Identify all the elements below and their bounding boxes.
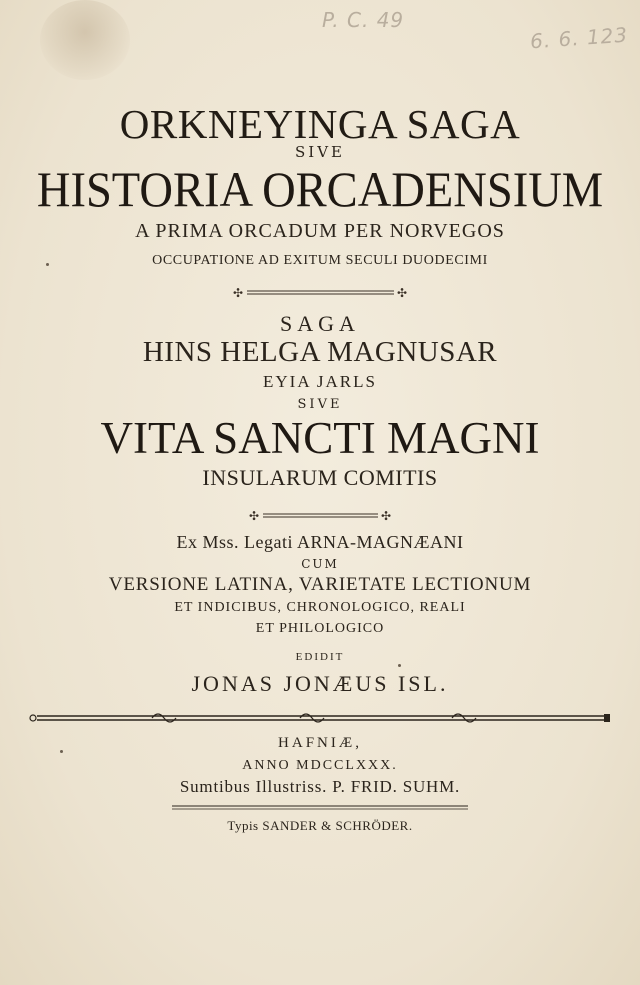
second-work-line-2: HINS HELGA MAGNUSAR (142, 336, 498, 368)
title-line-5: OCCUPATIONE AD EXITUM SECULI DUODECIMI (152, 253, 488, 268)
second-work-line-4: SIVE (297, 397, 343, 412)
imprint-printer: Typis SANDER & SCHRÖDER. (227, 818, 413, 833)
ink-speck (60, 750, 63, 753)
title-line-2: SIVE (295, 143, 345, 161)
edition-line-5: ET PHILOLOGICO (255, 621, 385, 636)
imprint-publisher: Sumtibus Illustriss. P. FRID. SUHM. (179, 777, 461, 796)
ornamental-rule-1 (0, 285, 640, 301)
second-work-line-1: SAGA (280, 311, 360, 336)
edition-line-3: VERSIONE LATINA, VARIETATE LECTIONUM (108, 574, 532, 595)
imprint-year: ANNO MDCCLXXX. (242, 758, 398, 773)
svg-text:✣: ✣ (380, 509, 392, 523)
imprint-place: HAFNIÆ, (278, 735, 362, 751)
svg-text:✣: ✣ (248, 509, 260, 523)
ornamental-rule-2 (0, 508, 640, 524)
svg-text:✣: ✣ (396, 286, 408, 300)
second-work-line-5: VITA SANCTI MAGNI (100, 413, 540, 463)
edition-line-2: CUM (301, 557, 339, 571)
title-line-1: ORKNEYINGA SAGA (119, 101, 521, 147)
edition-line-4: ET INDICIBUS, CHRONOLOGICO, REALI (174, 600, 466, 615)
edition-line-6: EDIDIT (295, 651, 345, 663)
svg-text:✣: ✣ (232, 286, 244, 300)
pencil-mark-right: 6. 6. 123 (529, 22, 629, 54)
title-line-4: A PRIMA ORCADUM PER NORVEGOS (135, 220, 505, 242)
title-line-3: HISTORIA ORCADENSIUM (36, 161, 604, 217)
ornamental-border-rule (0, 708, 640, 728)
second-work-line-3: EYIA JARLS (263, 372, 377, 391)
edition-line-1: Ex Mss. Legati ARNA-MAGNÆANI (176, 532, 464, 552)
pencil-mark-left: P. C. 49 (322, 8, 405, 32)
foxing-stain (40, 0, 130, 80)
second-work-line-6: INSULARUM COMITIS (202, 465, 438, 490)
imprint-rule (0, 804, 640, 812)
ink-speck (398, 664, 401, 667)
editor-name: JONAS JONÆUS ISL. (191, 671, 449, 696)
ink-speck (46, 263, 49, 266)
